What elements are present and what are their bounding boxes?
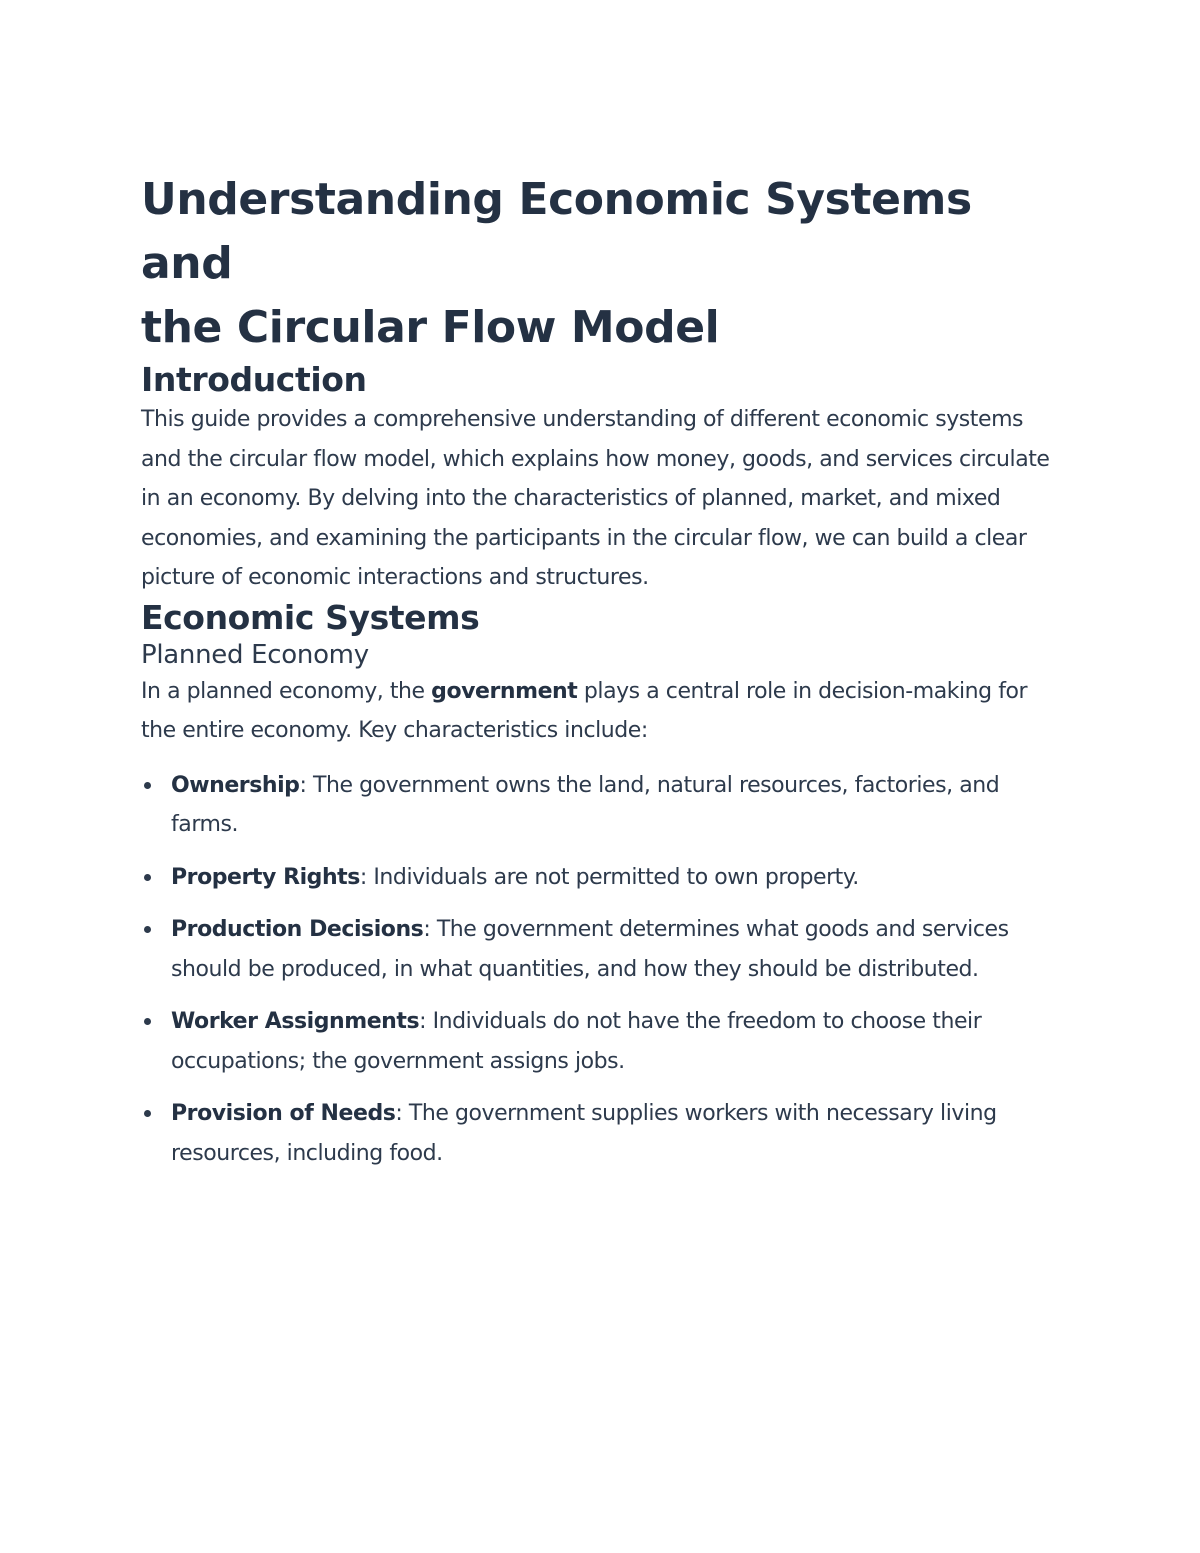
- list-item-term: Provision of Needs: [171, 1101, 396, 1126]
- list-item: [141, 858, 1061, 898]
- document-title: [141, 168, 1061, 360]
- list-item-text: : Individuals are not permitted to own property.: [359, 864, 859, 890]
- planned-economy-paragraph: [141, 672, 1061, 751]
- economic-systems-heading: Economic Systems: [141, 597, 480, 637]
- title-line-2: the Circular Flow Model: [141, 302, 720, 353]
- list-item-text: : The government determines what goods and services should be produced, in what quantities, and how they should be distributed.: [171, 917, 1009, 982]
- list-item: [141, 766, 1061, 845]
- planned-para-text-start: In a planned economy, the: [141, 678, 432, 704]
- planned-para-bold-term: government: [431, 678, 578, 704]
- bullet-icon: [144, 874, 151, 881]
- list-item: [141, 1094, 1061, 1173]
- bullet-icon: [144, 1018, 151, 1025]
- list-item: [141, 1002, 1061, 1081]
- planned-para-text-end: plays a central role in decision-making for the entire economy. Key characteristics include:: [141, 678, 1028, 743]
- list-item-term: Property Rights: [171, 864, 360, 890]
- list-item-text: : Individuals do not have the freedom to choose their occupations; the government assigns jobs.: [171, 1009, 982, 1074]
- introduction-heading: Introduction: [141, 360, 367, 399]
- document-page: [141, 168, 1061, 1186]
- bullet-icon: [144, 782, 151, 789]
- bullet-icon: [144, 926, 151, 933]
- planned-economy-heading: Planned Economy: [141, 639, 369, 670]
- list-item-term: Worker Assignments: [171, 1009, 420, 1034]
- title-line-1: Understanding Economic Systems and: [141, 174, 972, 289]
- planned-economy-characteristics-list: [141, 766, 1061, 1174]
- introduction-paragraph: This guide provides a comprehensive understanding of different economic systems and the circular flow model, which explains how money, goods, and services circulate in an economy. By delving into the characteristics of planned, market, and mixed economies, and examining the participants in the circular flow, we can build a clear picture of economic interactions and structures.: [141, 407, 1050, 590]
- list-item-term: Production Decisions: [171, 917, 424, 942]
- list-item-text: : The government supplies workers with necessary living resources, including food.: [171, 1101, 997, 1166]
- list-item-term: Ownership: [171, 772, 300, 798]
- bullet-icon: [144, 1110, 151, 1117]
- list-item: [141, 910, 1061, 989]
- list-item-text: : The government owns the land, natural resources, factories, and farms.: [171, 772, 1000, 837]
